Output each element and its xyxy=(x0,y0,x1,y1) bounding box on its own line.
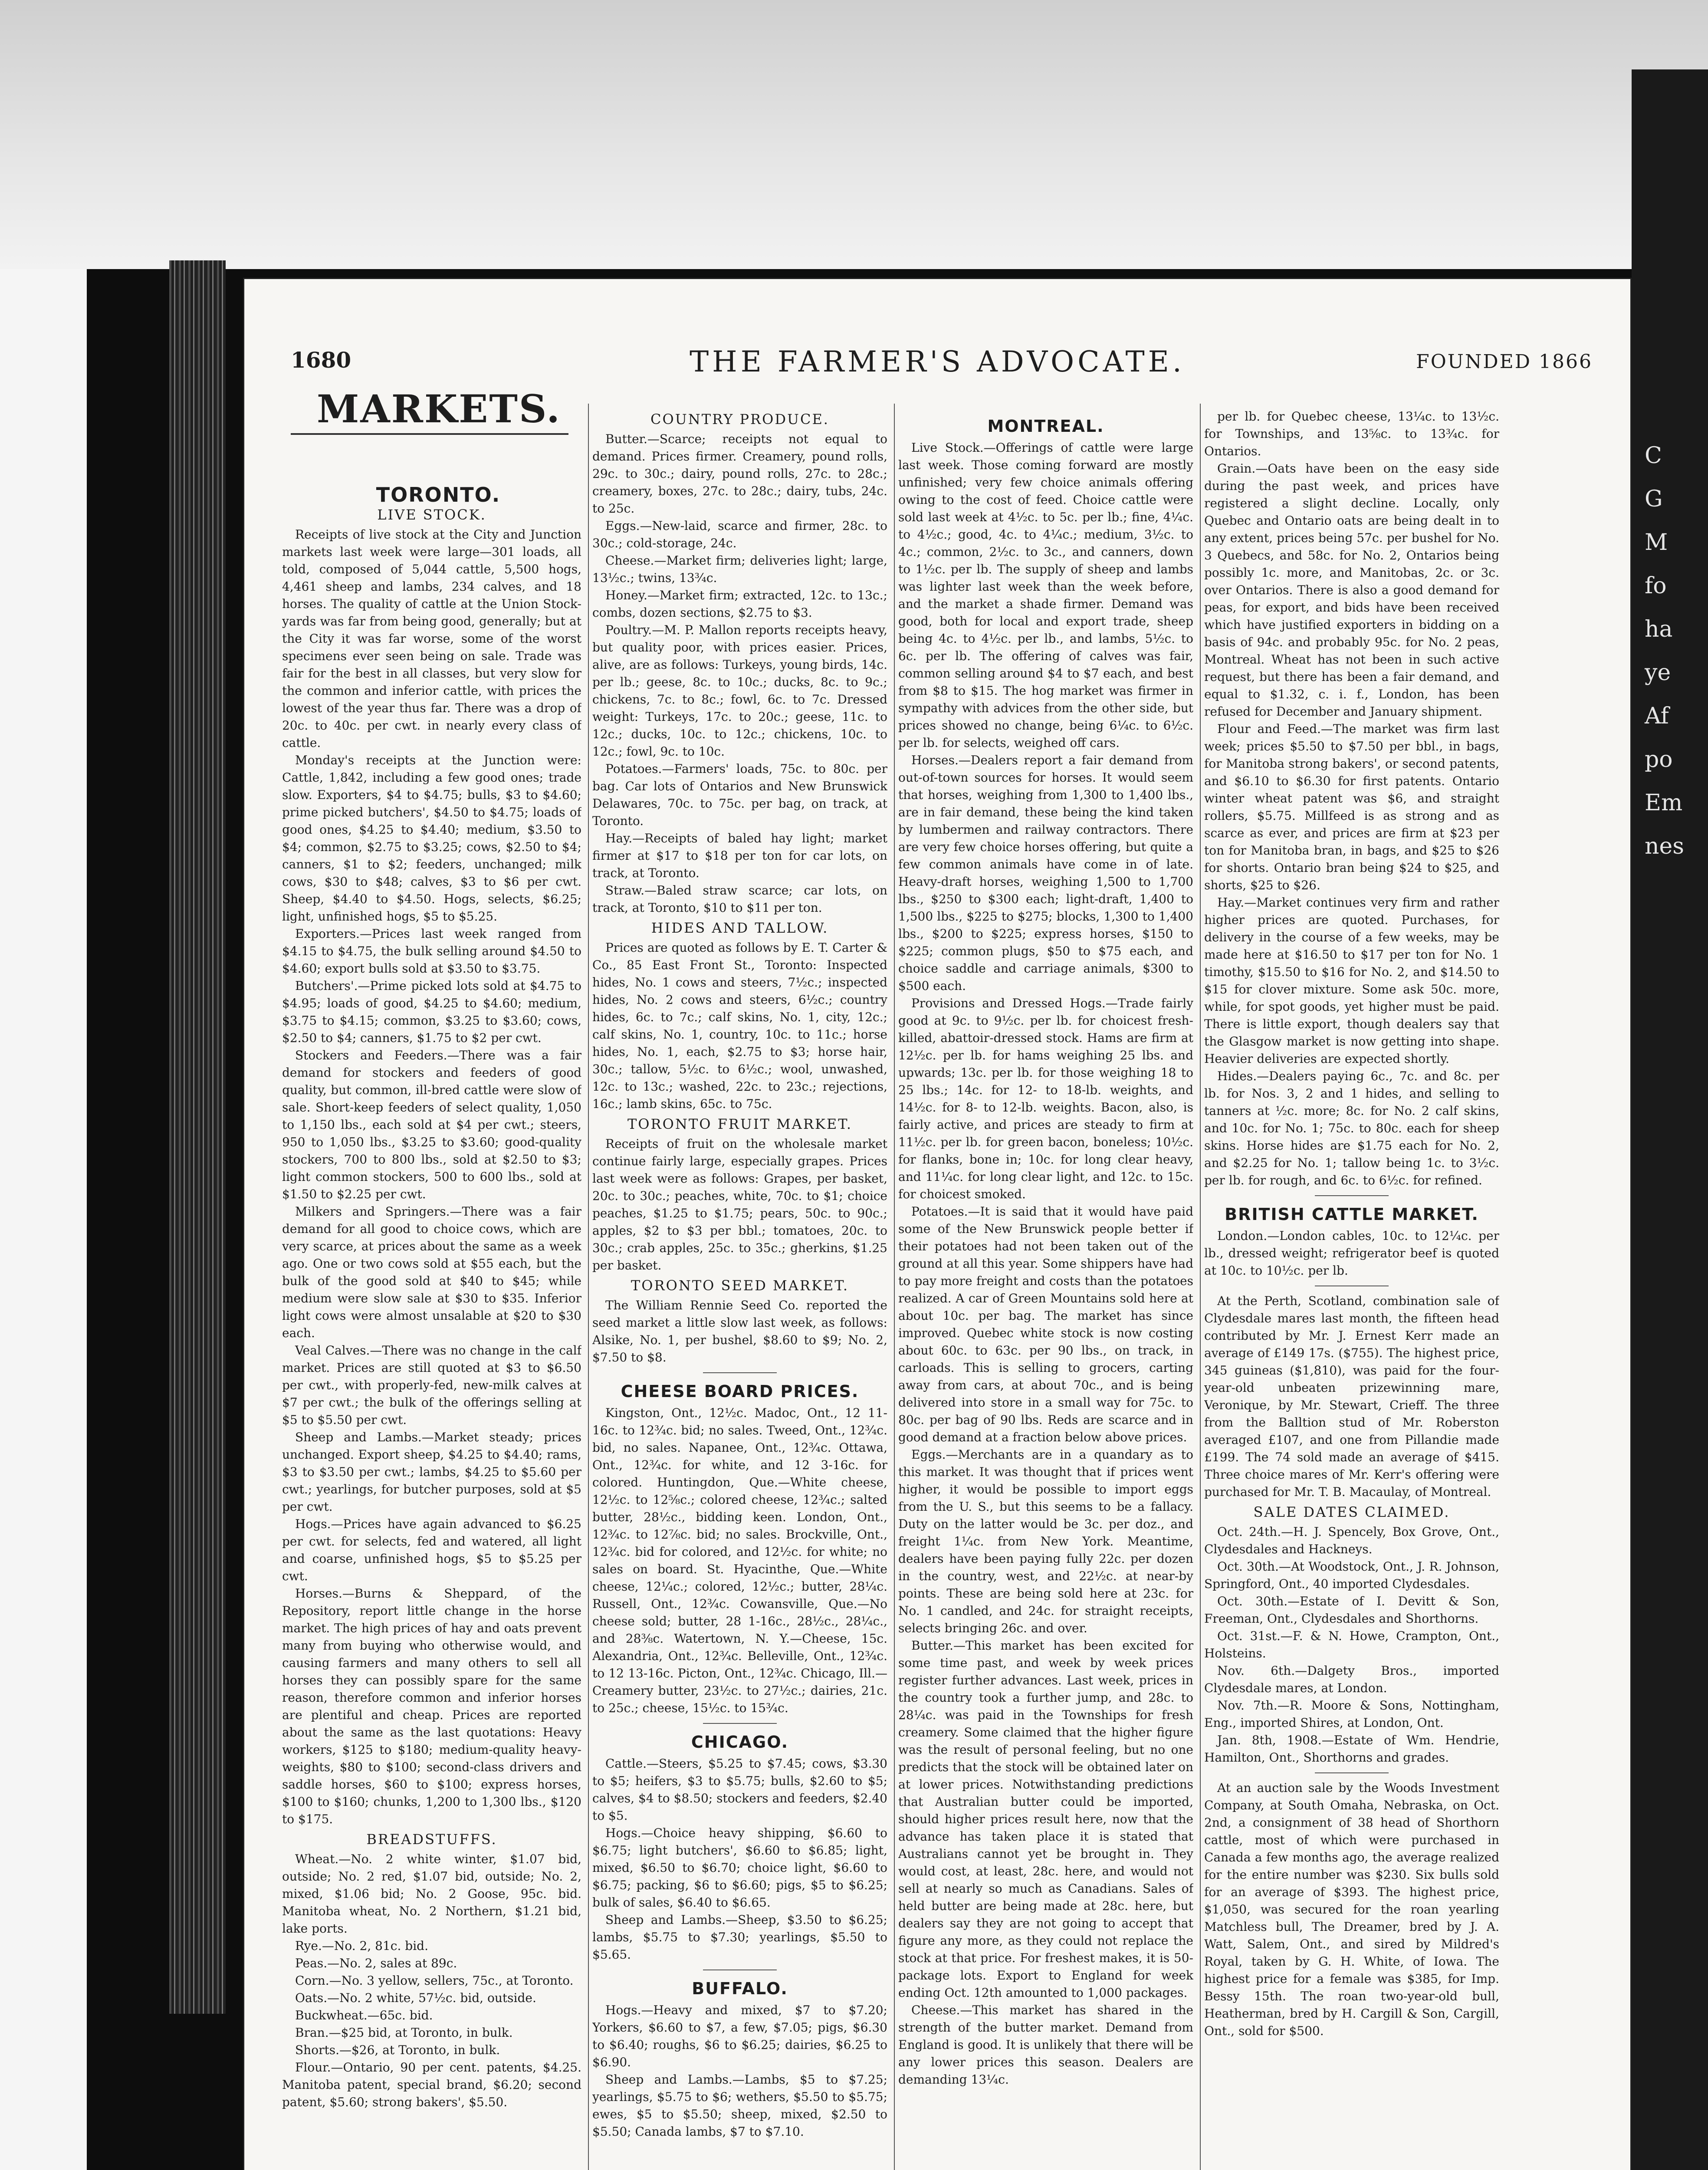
column-montreal xyxy=(898,408,1193,2170)
breadstuffs-heading: BREADSTUFFS. xyxy=(366,1831,497,1848)
paragraph: Cheese.—Market firm; deliveries light; large, 13½c.; twins, 13¾c. xyxy=(592,553,887,585)
buffalo-body xyxy=(592,2002,887,2140)
column-rule xyxy=(894,404,895,2170)
paragraph: Monday's receipts at the Junction were: Cattle, 1,842, including a few good ones; trade slow. Exporters, $4 to $4.75; bulls, $3 to $4.60; prime picked butchers', $4.50 to $4.75; loads of good ones, $4.25 to $4.40; medium, $3.50 to $4; common, $2.75 to $3.25; cows, $2.50 to $4; canners, $1 to $2; feeders, unchanged; milk cows, $30 to $48; calves, $3 to $6 per cwt. Sheep, $4.40 to $4.50. Hogs, selects, $6.25; light, unfinished hogs, $5 to $5.25. xyxy=(282,753,581,924)
paragraph: Jan. 8th, 1908.—Estate of Wm. Hendrie, Hamilton, Ont., Shorthorns and grades. xyxy=(1204,1733,1499,1765)
title-rule xyxy=(291,433,568,435)
paragraph: Prices are quoted as follows by E. T. Carter & Co., 85 East Front St., Toronto: Inspected hides, No. 1 cows and steers, 7½c.; inspected hides, No. 2 cows and steers, 6½c.; country hides, 6c. to 7c.; calf skins, No. 1, city, 12c.; calf skins, No. 1, country, 10c. to 11c.; horse hides, No. 1, each, $2.75 to $3; horse hair, 30c.; tallow, 5½c. to 6½c.; wool, unwashed, 12c. to 13c.; washed, 22c. to 23c.; rejections, 16c.; lamb skins, 65c. to 75c. xyxy=(592,940,887,1111)
paragraph: Veal Calves.—There was no change in the calf market. Prices are still quoted at $3 to $6.50 per cwt., with properly-fed, new-milk calves at $7 per cwt.; the bulk of the offerings selling at $5 to $5.50 per cwt. xyxy=(282,1343,581,1427)
masthead: THE FARMER'S ADVOCATE. xyxy=(690,345,1185,378)
paragraph: London.—London cables, 10c. to 12¼c. per lb., dressed weight; refrigerator beef is quoted at 10c. to 10½c. per lb. xyxy=(1204,1229,1499,1278)
paragraph: Potatoes.—It is said that it would have paid some of the New Brunswick people better if their potatoes had not been taken out of the ground at all this year. Some shippers have had to pay more freight and costs than the potatoes realized. A car of Green Mountains sold here at about 10c. per bag. The market has since improved. Quebec white stock is now costing about 60c. to 63c. per 90 lbs., on track, in carloads. This is selling to grocers, carting away from cars, at about 70c., and is being delivered into store in a small way for 75c. to 80c. per bag of 90 lbs. Reds are scarce and in good demand at a fraction below above prices. xyxy=(898,1204,1193,1444)
adjacent-page-fragments xyxy=(1645,434,1684,868)
paragraph: Buckwheat.—65c. bid. xyxy=(295,2008,433,2022)
column-produce xyxy=(592,408,887,2170)
section-divider xyxy=(1315,1772,1389,1773)
paragraph: Kingston, Ont., 12½c. Madoc, Ont., 12 11-16c. to 12¾c. bid; no sales. Tweed, Ont., 12¾c. bid, no sales. Napanee, Ont., 12¾c. Ottawa, Ont., 12¾c. for white, and 12 3-16c. for colored. Huntingdon, Que.—White cheese, 12½c. to 12⅝c.; colored cheese, 12¾c.; salted butter, 28½c., bidding keen. London, Ont., 12¾c. to 12⅞c. bid; no sales. Brockville, Ont., 12¾c. bid for colored, and 12½c. for white; no sales on board. St. Hyacinthe, Que.—White cheese, 12¼c.; colored, 12½c.; butter, 28¼c. Russell, Ont., 12¾c. Cowansville, Que.—No cheese sold; butter, 28 1-16c., 28½c., 28¼c., and 28⅜c. Watertown, N. Y.—Cheese, 15c. Alexandria, Ont., 12¾c. Belleville, Ont., 12¾c. to 12 13-16c. Picton, Ont., 12¾c. Chicago, Ill.—Creamery butter, 23½c. to 27½c.; dairies, 21c. to 25c.; cheese, 15½c. to 15¾c. xyxy=(592,1406,887,1715)
paragraph: Nov. 7th.—R. Moore & Sons, Nottingham, Eng., imported Shires, at London, Ont. xyxy=(1204,1698,1499,1730)
breadstuffs-body xyxy=(282,1851,581,2111)
paragraph: Oats.—No. 2 white, 57½c. bid, outside. xyxy=(295,1991,536,2005)
paragraph: Oct. 30th.—Estate of I. Devitt & Son, Freeman, Ont., Clydesdales and Shorthorns. xyxy=(1204,1594,1499,1626)
paragraph: Stockers and Feeders.—There was a fair demand for stockers and feeders of good quality, but common, ill-bred cattle were slow of sale. Short-keep feeders of select quality, 1,050 to 1,150 lbs., each sold at $4 per cwt.; steers, 950 to 1,050 lbs., $3.25 to $3.60; good-quality stockers, 700 to 800 lbs., sold at $2.50 to $3; light common stockers, 500 to 600 lbs., sold at $1.50 to $2.25 per cwt. xyxy=(282,1048,581,1201)
column-rule xyxy=(588,404,589,2170)
montreal-heading: MONTREAL. xyxy=(987,417,1104,436)
paragraph: per lb. for Quebec cheese, 13¼c. to 13½c. for Townships, and 13⅝c. to 13¾c. for Ontarios. xyxy=(1204,409,1499,458)
edge-fragment: Af xyxy=(1645,703,1669,729)
paragraph: Corn.—No. 3 yellow, sellers, 75c., at Toronto. xyxy=(295,1973,574,1988)
paragraph: Rye.—No. 2, 81c. bid. xyxy=(295,1939,428,1953)
section-divider xyxy=(703,1723,777,1724)
paragraph: Wheat.—No. 2 white winter, $1.07 bid, outside; No. 2 red, $1.07 bid, outside; No. 2, mixed, $1.06 bid; No. 2 Goose, 95c. bid. Manitoba wheat, No. 2 Northern, $1.21 bid, lake ports. xyxy=(282,1852,581,1936)
paragraph: Shorts.—$26, at Toronto, in bulk. xyxy=(295,2043,500,2057)
book-page-edges xyxy=(169,260,226,2014)
section-divider xyxy=(703,1969,777,1970)
british-cattle-heading: BRITISH CATTLE MARKET. xyxy=(1225,1205,1479,1224)
sale-dates-heading: SALE DATES CLAIMED. xyxy=(1253,1504,1450,1520)
edge-fragment: Em xyxy=(1645,790,1683,816)
paragraph: Hogs.—Heavy and mixed, $7 to $7.20; Yorkers, $6.60 to $7, a few, $7.05; pigs, $6.30 to $6.40; roughs, $6 to $6.25; dairies, $6.25 to $6.90. xyxy=(592,2003,887,2069)
paragraph: Provisions and Dressed Hogs.—Trade fairly good at 9c. to 9½c. per lb. for choicest fresh-killed, abattoir-dressed stock. Hams are firm at 12½c. per lb. for hams weighing 25 lbs. and upwards; 13c. per lb. for those weighing 18 to 25 lbs.; 14c. for 12- to 18-lb. weights, and 14½c. for 8- to 12-lb. weights. Bacon, also, is fairly active, and prices are steady to firm at 11½c. per lb. for green bacon, boneless; 10½c. for flanks, bone in; 10c. for long clear heavy, and 11¼c. for long clear light, and 12c. to 15c. for choicest smoked. xyxy=(898,996,1193,1201)
cheese-board-heading: CHEESE BOARD PRICES. xyxy=(621,1382,859,1401)
paragraph: Live Stock.—Offerings of cattle were large last week. Those coming forward are mostly unfinished; very few choice animals offering owing to the cost of feed. Choice cattle were sold last week at 4½c. to 5c. per lb.; fine, 4¼c. to 4½c.; good, 4c. to 4¼c.; medium, 3½c. to 4c.; common, 2½c. to 3c., and canners, down to 1½c. per lb. The supply of sheep and lambs was lighter last week than the week before, and the market a shade firmer. Demand was good, both for local and export trade, sheep being 4c. to 4½c. per lb., and lambs, 5½c. to 6c. per lb. The offering of calves was fair, common selling around $4 to $7 each, and best from $8 to $15. The hog market was firmer in sympathy with advices from the other side, but prices showed no change, being 6¼c. to 6½c. per lb. for selects, weighed off cars. xyxy=(898,441,1193,750)
paragraph: Milkers and Springers.—There was a fair demand for all good to choice cows, which are very scarce, at prices about the same as a week ago. One or two cows sold at $55 each, but the bulk of the good sold at $40 to $45; while medium were slow sale at $30 to $35. Inferior light cows were almost unsalable at $20 to $30 each. xyxy=(282,1204,581,1340)
paragraph: Butchers'.—Prime picked lots sold at $4.75 to $4.95; loads of good, $4.25 to $4.60; medium, $3.75 to $4.15; common, $3.25 to $3.60; cows, $2.50 to $4; canners, $1.75 to $2 per cwt. xyxy=(282,979,581,1045)
toronto-heading: TORONTO. xyxy=(376,486,501,506)
british-cattle-body xyxy=(1204,1227,1499,1279)
paragraph: At an auction sale by the Woods Investment Company, at South Omaha, Nebraska, on Oct. 2nd, a consignment of 38 head of Shorthorn cattle, most of which were purchased in Canada a few months ago, the average realized for the entire number was $230. Six bulls sold for an average of $393. The highest price, $1,050, was secured for the roan yearling Matchless bull, The Dreamer, bred by J. A. Watt, Salem, Ont., and sired by Mildred's Royal, taken by G. H. White, of Iowa. The highest price for a female was $385, for Imp. Bessy 15th. The roan two-year-old bull, Heatherman, bred by H. Cargill & Son, Cargill, Ont., sold for $500. xyxy=(1204,1781,1499,2038)
paragraph: Hogs.—Prices have again advanced to $6.25 per cwt. for selects, fed and watered, all light and coarse, unfinished hogs, $5 to $5.25 per cwt. xyxy=(282,1517,581,1583)
paragraph: Hides.—Dealers paying 6c., 7c. and 8c. per lb. for Nos. 3, 2 and 1 hides, and selling to tanners at ½c. more; 8c. for No. 2 calf skins, and 10c. for No. 1; 75c. to 80c. each for sheep skins. Horse hides are $1.75 each for No. 2, and $2.25 for No. 1; tallow being 1c. to 3½c. per lb. for rough, and 6c. to 6½c. for refined. xyxy=(1204,1069,1499,1187)
column-rule xyxy=(1200,404,1201,2170)
column-grain-british xyxy=(1204,408,1499,2170)
paragraph: Butter.—This market has been excited for some time past, and week by week prices register further advances. Last week, prices in the country took a further jump, and 28c. to 28¼c. was paid in the Townships for fresh creamery. Some claimed that the higher figure was the result of personal feeling, but no one predicts that the stock will be obtained later on at lower prices. Notwithstanding predictions that Australian butter could be imported, should higher prices result here, now that the advance has taken place it is stated that Australians cannot yet be brought in. They would cost, at least, 28c. here, and would not sell at nearly so much as Canadians. Sales of held butter are being made at 28c. here, but dealers say they are not going to accept that figure any more, as they could not replace the stock at that price. For freshest makes, it is 50-package lots. Export to England for week ending Oct. 12th amounted to 1,000 packages. xyxy=(898,1638,1193,2000)
paragraph: At the Perth, Scotland, combination sale of Clydesdale mares last month, the fifteen head contributed by Mr. J. Ernest Kerr made an average of £149 17s. ($755). The highest price, 345 guineas ($1,810), was paid for the four-year-old unbeaten prizewinning mare, Veronique, by Mr. Stewart, Crieff. The three from the Balltion stud of Mr. Roberston averaged £107, and one from Pillandie made £199. The 74 sold made an average of $415. Three choice mares of Mr. Kerr's offering were purchased for Mr. T. B. Macaulay, of Montreal. xyxy=(1204,1294,1499,1499)
paragraph: Flour.—Ontario, 90 per cent. patents, $4.25. Manitoba patent, special brand, $6.20; second patent, $5.60; strong bakers', $5.50. xyxy=(282,2060,581,2109)
sale-dates-list xyxy=(1204,1523,1499,1766)
paragraph: Sheep and Lambs.—Market steady; prices unchanged. Export sheep, $4.25 to $4.40; rams, $3 to $3.50 per cwt.; lambs, $4.25 to $5.60 per cwt.; yearlings, for butcher purposes, sold at $5 per cwt. xyxy=(282,1430,581,1514)
cheese-board-body xyxy=(592,1404,887,1717)
paragraph: Nov. 6th.—Dalgety Bros., imported Clydesdale mares, at London. xyxy=(1204,1664,1499,1695)
founded-note: FOUNDED 1866 xyxy=(1416,351,1593,373)
column-markets-toronto xyxy=(282,486,581,2170)
section-divider xyxy=(1315,1195,1389,1196)
hides-heading: HIDES AND TALLOW. xyxy=(651,920,829,936)
paragraph: Grain.—Oats have been on the easy side during the past week, and prices have registered a slight decline. Locally, only Quebec and Ontario oats are being dealt in to any extent, prices being 57c. per bushel for No. 3 Quebecs, and 58c. for No. 2, Ontarios being possibly 1c. more, and Manitobas, 2c. or 3c. over Ontarios. There is also a good demand for peas, for export, and bids have been received which have justified exporters in bidding on a basis of 94c. and probably 95c. for No. 2 peas, Montreal. Wheat has not been in such active request, but there has been a fair demand, and equal to $1.32, c. i. f., London, has been refused for December and January shipment. xyxy=(1204,461,1499,719)
paragraph: Cattle.—Steers, $5.25 to $7.45; cows, $3.30 to $5; heifers, $3 to $5.75; bulls, $2.60 to $5; calves, $4 to $8.50; stockers and feeders, $2.40 to $5. xyxy=(592,1756,887,1823)
seed-market-heading: TORONTO SEED MARKET. xyxy=(631,1277,849,1294)
grain-flour-hay-body xyxy=(1204,408,1499,1189)
section-divider xyxy=(703,1372,777,1373)
paragraph: Hay.—Market continues very firm and rather higher prices are quoted. Purchases, for delivery in the course of a few weeks, may be made here at $16.50 to $17 per ton for No. 1 timothy, $15.50 to $16 for No. 2, and $14.50 to $15 for clover mixture. Some ask 50c. more, while, for spot goods, yet higher must be paid. There is little export, though dealers say that the Glasgow market is now getting into shape. Heavier deliveries are expected shortly. xyxy=(1204,895,1499,1066)
edge-fragment: fo xyxy=(1645,573,1667,599)
paragraph: Sheep and Lambs.—Lambs, $5 to $7.25; yearlings, $5.75 to $6; wethers, $5.50 to $5.75; ewes, $5 to $5.50; sheep, mixed, $2.50 to $5.50; Canada lambs, $7 to $7.10. xyxy=(592,2072,887,2139)
paragraph: Peas.—No. 2, sales at 89c. xyxy=(295,1956,457,1970)
chicago-body xyxy=(592,1755,887,1963)
edge-fragment: ye xyxy=(1645,660,1671,686)
paragraph: Eggs.—New-laid, scarce and firmer, 28c. to 30c.; cold-storage, 24c. xyxy=(592,519,887,550)
paragraph: The William Rennie Seed Co. reported the seed market a little slow last week, as follows: Alsike, No. 1, per bushel, $8.60 to $9; No. 2, $7.50 to $8. xyxy=(592,1298,887,1364)
newspaper-page xyxy=(243,278,1632,2170)
left-gutter xyxy=(0,269,87,2170)
paragraph: Oct. 24th.—H. J. Spencely, Box Grove, Ont., Clydesdales and Hackneys. xyxy=(1204,1525,1499,1556)
edge-fragment: po xyxy=(1645,746,1673,773)
live-stock-body xyxy=(282,526,581,1828)
paragraph: Receipts of live stock at the City and Junction markets last week were large—301 loads, all told, composed of 5,044 cattle, 5,500 hogs, 4,461 sheep and lambs, 234 calves, and 18 horses. The quality of cattle at the Union Stock-yards was far from being good, generally; but at the City it was far worse, some of the worst specimens ever seen being on sale. Trade was fair for the best in all classes, but very slow for the common and inferior cattle, with prices the lowest of the year thus far. There was a drop of 20c. to 40c. per cwt. in nearly every class of cattle. xyxy=(282,527,581,750)
country-produce-heading: COUNTRY PRODUCE. xyxy=(650,411,829,427)
edge-fragment: M xyxy=(1645,529,1668,556)
paragraph: Horses.—Dealers report a fair demand from out-of-town sources for horses. It would seem that horses, weighing from 1,300 to 1,400 lbs., are in fair demand, these being the kind taken by lumbermen and railway contractors. There are very few choice horses offering, but quite a few common animals have come in of late. Heavy-draft horses, weighing 1,500 to 1,700 lbs., $250 to $300 each; light-draft, 1,400 to 1,500 lbs., $225 to $275; blocks, 1,300 to 1,400 lbs., $200 to $225; express horses, $150 to $225; common plugs, $50 to $75 each, and choice saddle and carriage animals, $300 to $500 each. xyxy=(898,753,1193,993)
paragraph: Straw.—Baled straw scarce; car lots, on track, at Toronto, $10 to $11 per ton. xyxy=(592,883,887,915)
adjacent-page-gutter xyxy=(1632,69,1708,2170)
montreal-body xyxy=(898,439,1193,2088)
paragraph: Horses.—Burns & Sheppard, of the Repository, report little change in the horse market. The high prices of hay and oats prevent many from buying who otherwise would, and causing farmers and many others to sell all horses they can possibly spare for the same reason, therefore common and inferior horses are plentiful and cheap. Prices are reported about the same as the last quotations: Heavy workers, $125 to $180; medium-quality heavy-weights, $80 to $100; second-class drivers and saddle horses, $60 to $100; express horses, $100 to $160; chunks, 1,200 to 1,300 lbs., $120 to $175. xyxy=(282,1586,581,1826)
paragraph: Flour and Feed.—The market was firm last week; prices $5.50 to $7.50 per bbl., in bags, for Manitoba strong bakers', or second patents, and $6.10 to $6.30 for first patents. Ontario winter wheat patent was $6, and straight rollers, $5.75. Millfeed is as strong and as scarce as ever, and prices are firm at $23 per ton for Manitoba bran, in bags, and $25 to $26 for shorts. Ontario bran being $24 to $25, and shorts, $25 to $26. xyxy=(1204,722,1499,892)
paragraph: Oct. 31st.—F. & N. Howe, Crampton, Ont., Holsteins. xyxy=(1204,1629,1499,1660)
paragraph: Potatoes.—Farmers' loads, 75c. to 80c. per bag. Car lots of Ontarios and New Brunswick Delawares, 70c. to 75c. per bag, on track, at Toronto. xyxy=(592,762,887,828)
paragraph: Exporters.—Prices last week ranged from $4.15 to $4.75, the bulk selling around $4.50 to $4.60; export bulls sold at $3.50 to $3.75. xyxy=(282,927,581,976)
paragraph: Eggs.—Merchants are in a quandary as to this market. It was thought that if prices went higher, it would be possible to import eggs from the U. S., but this seems to be a fallacy. Duty on the latter would be 3c. per doz., and freight 1¼c. from New York. Meantime, dealers have been paying fully 22c. per dozen in the country, west, and 22½c. at near-by points. These are being sold here at 23c. for No. 1 candled, and 24c. for straight receipts, selects bringing 26c. and over. xyxy=(898,1447,1193,1635)
hides-body xyxy=(592,939,887,1113)
paragraph: Butter.—Scarce; receipts not equal to demand. Prices firmer. Creamery, pound rolls, 29c. to 30c.; dairy, pound rolls, 27c. to 28c.; creamery, boxes, 27c. to 28c.; dairy, tubs, 24c. to 25c. xyxy=(592,432,887,516)
seed-market-body xyxy=(592,1297,887,1366)
edge-fragment: nes xyxy=(1645,833,1684,859)
live-stock-heading: LIVE STOCK. xyxy=(377,506,486,523)
buffalo-heading: BUFFALO. xyxy=(692,1979,788,1998)
paragraph: Sheep and Lambs.—Sheep, $3.50 to $6.25; lambs, $5.75 to $7.30; yearlings, $5.50 to $5.65. xyxy=(592,1913,887,1962)
omaha-sale-body xyxy=(1204,1779,1499,2040)
edge-fragment: G xyxy=(1645,486,1663,512)
perth-sale-body xyxy=(1204,1292,1499,1501)
edge-fragment: ha xyxy=(1645,616,1673,642)
page-number: 1680 xyxy=(291,347,351,373)
chicago-heading: CHICAGO. xyxy=(691,1733,789,1752)
fruit-market-body xyxy=(592,1135,887,1274)
paragraph: Honey.—Market firm; extracted, 12c. to 13c.; combs, dozen sections, $2.75 to $3. xyxy=(592,588,887,620)
scan-background xyxy=(0,0,1708,269)
edge-fragment: C xyxy=(1645,443,1662,469)
markets-title: MARKETS. xyxy=(317,386,561,431)
paragraph: Receipts of fruit on the wholesale market continue fairly large, especially grapes. Prices last week were as follows: Grapes, per basket, 20c. to 30c.; peaches, white, 70c. to $1; choice peaches, $1.25 to $1.75; pears, 50c. to 90c.; apples, $2 to $3 per bbl.; tomatoes, 20c. to 30c.; crab apples, 25c. to 35c.; gherkins, $1.25 per basket. xyxy=(592,1137,887,1272)
paragraph: Oct. 30th.—At Woodstock, Ont., J. R. Johnson, Springford, Ont., 40 imported Clydesdales. xyxy=(1204,1559,1499,1591)
paragraph: Hogs.—Choice heavy shipping, $6.60 to $6.75; light butchers', $6.60 to $6.85; light, mixed, $6.50 to $6.70; choice light, $6.60 to $6.75; packing, $6 to $6.60; pigs, $5 to $6.25; bulk of sales, $6.40 to $6.65. xyxy=(592,1826,887,1910)
paragraph: Cheese.—This market has shared in the strength of the butter market. Demand from England is good. It is unlikely that there will be any lower prices this season. Dealers are demanding 13¼c. xyxy=(898,2003,1193,2087)
country-produce-body xyxy=(592,431,887,917)
paragraph: Hay.—Receipts of baled hay light; market firmer at $17 to $18 per ton for car lots, on track, at Toronto. xyxy=(592,831,887,880)
fruit-market-heading: TORONTO FRUIT MARKET. xyxy=(627,1116,853,1132)
paragraph: Poultry.—M. P. Mallon reports receipts heavy, but quality poor, with prices easier. Prices, alive, are as follows: Turkeys, young birds, 14c. per lb.; geese, 8c. to 10c.; ducks, 8c. to 9c.; chickens, 7c. to 8c.; fowl, 6c. to 7c. Dressed weight: Turkeys, 17c. to 20c.; geese, 11c. to 12c.; ducks, 10c. to 12c.; chickens, 10c. to 12c.; fowl, 9c. to 10c. xyxy=(592,623,887,759)
paragraph: Bran.—$25 bid, at Toronto, in bulk. xyxy=(295,2025,513,2040)
